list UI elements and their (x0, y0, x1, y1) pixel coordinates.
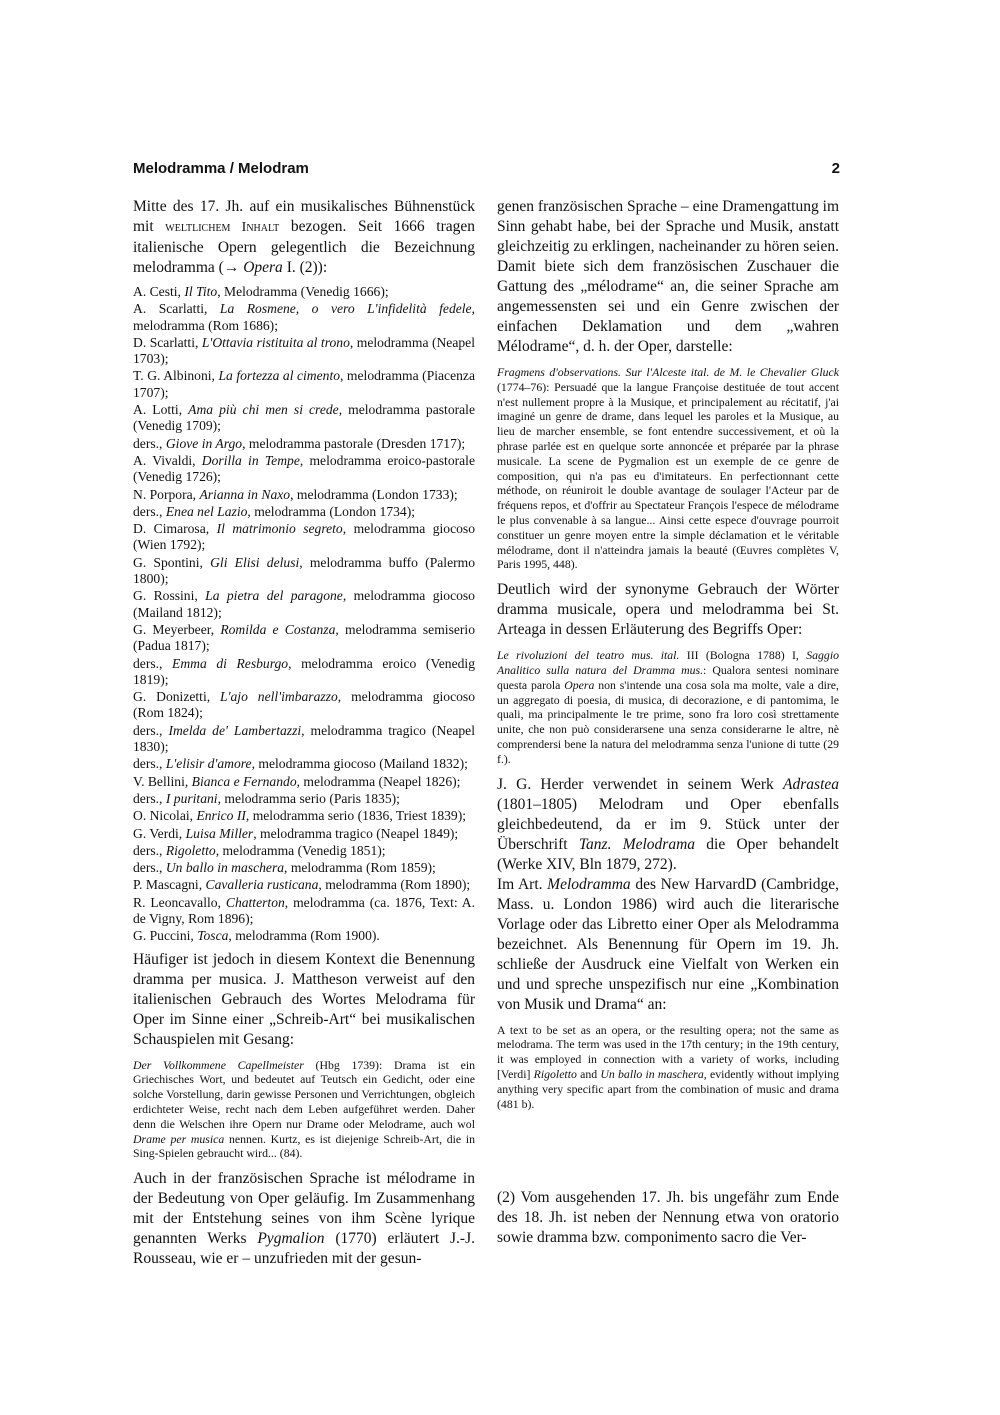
quote-arteaga (497, 648, 839, 766)
opera-title: Arianna in Naxo (199, 486, 291, 502)
composer: ders., (133, 655, 173, 671)
paragraph-mattheson: Häufiger ist jedoch in diesem Kontext die Benennung dramma per musica. J. Mattheson verweist auf den italienischen Gebrauch des Wortes Melodrama für Oper im Sinne einer „Schreib-Art“ bei musikalischen Schauspielen mit Gesang: (133, 950, 475, 1048)
opera-details: , melodramma eroico-pastorale (Venedig 1726); (133, 452, 475, 485)
italic-term: Drame per musica (133, 1131, 225, 1146)
text-run: (Hbg 1739): Drama ist ein Griechisches Wort, und bedeutet auf Teutsch ein Gedicht, oder eine solche Vorstellung, darin gewisse Personen und Verrichtungen, obgleich erdichteter Weise, recht nach dem Leben aufgeführet werden. Daher denn die Welschen ihre Opern nur Drame oder Melodrame, auch wol (133, 1057, 476, 1131)
opera-details: , melodramma (Rom 1686); (133, 301, 475, 333)
small-caps-term: weltlichem Inhalt (165, 220, 280, 235)
opera-list-item (133, 689, 475, 722)
quote-rousseau (497, 365, 839, 572)
opera-details: , melodramma giocoso (Mailand 1812); (133, 588, 475, 620)
opera-list-item (133, 826, 475, 842)
text-run: I. (2)): (282, 259, 328, 276)
opera-details: , melodramma buffo (Palermo 1800); (133, 554, 476, 587)
opera-details: , melodramma (Venedig 1851); (215, 842, 386, 858)
page-number: 2 (831, 160, 840, 177)
opera-list-item (133, 555, 475, 588)
italic-title: Melodramma (547, 875, 631, 893)
opera-title: La pietra del paragone (205, 588, 343, 604)
composer: A. Scarlatti, (133, 301, 220, 317)
text-run: A text to be set as an opera, or the resulting opera; not the same as melodrama. The term was used in the 17th century; in the 19th century, it was employed in connection with a variety of works, including [Verdi] (497, 1022, 839, 1081)
opera-title: Il Tito (184, 284, 218, 299)
opera-list-item (133, 504, 475, 520)
running-header (133, 160, 840, 184)
italic-title: Un ballo in maschera (600, 1066, 704, 1081)
opera-details: , Melodramma (Venedig 1666); (217, 284, 389, 299)
italic-title: Rigoletto (533, 1066, 577, 1081)
text-run: die Oper behandelt (Werke XIV, Bln 1879, 272). (497, 835, 839, 873)
cross-reference: Opera (243, 259, 283, 276)
opera-list-item (133, 791, 475, 807)
paragraph-arteaga: Deutlich wird der synonyme Gebrauch der Wörter dramma musicale, opera und melodramma bei St. Arteaga in dessen Erläuterung des Begriffs Oper: (497, 581, 839, 639)
composer: A. Vivaldi, (133, 452, 202, 468)
opera-title: Il matrimonio segreto (216, 521, 343, 537)
opera-title: La Rosmene, o vero L'infidelità fedele (219, 301, 472, 317)
opera-title: Bianca e Fernando (191, 773, 297, 789)
composer: O. Nicolai, (133, 808, 197, 824)
text-run: Mitte des 17. Jh. auf ein musikalisches Bühnenstück mit (133, 198, 475, 235)
opera-list-item (133, 656, 475, 689)
opera-details: , melodramma tragico (Neapel 1849); (253, 825, 459, 841)
opera-list-item (133, 723, 475, 756)
right-column (497, 197, 839, 1246)
composer: T. G. Albinoni, (133, 368, 219, 384)
composer: R. Leoncavallo, (133, 894, 226, 910)
opera-title: Giove in Argo (165, 435, 243, 451)
text-run: and (576, 1066, 601, 1081)
opera-title: Enea nel Lazio (165, 503, 248, 519)
opera-title: Tosca (197, 928, 229, 944)
quote-harvard (497, 1023, 839, 1112)
paragraph-harvard (497, 875, 839, 1015)
text-run: des New HarvardD (Cambridge, Mass. u. London 1986) wird auch die literarische Vorlage oder das Libretto einer Oper als Melodramma bezeichnet. Als Benennung für Opern im 19. Jh. schließe der Ausdruck eine Vielfalt von Werken ein und und spreche unspezifisch nur eine „Kombination von Musik und Drama“ an: (497, 875, 839, 1013)
opera-details: , melodramma (Neapel 1826); (296, 773, 461, 789)
opera-list-item (133, 521, 475, 554)
opera-details: , melodramma giocoso (Rom 1824); (133, 689, 475, 721)
opera-list-item (133, 301, 475, 334)
paragraph-continuation: genen französischen Sprache – eine Dramengattung im Sinn gehabt habe, bei der Sprache und Musik, anstatt gleichzeitig zu erklingen, nacheinander zu hören seien. Damit biete sich dem französischen Zuschauer die Gattung des „mélodrame“ an, die seiner Sprache am angemessensten sei und ein Genre zwischen der einfachen Deklamation und dem „wahren Mélodrame“, d. h. der Oper, darstelle: (497, 198, 839, 355)
composer: D. Scarlatti, (133, 334, 202, 350)
opera-title: L'ajo nell'imbarazzo (220, 689, 338, 705)
composer: ders., (133, 756, 166, 772)
opera-list-item (133, 895, 475, 928)
opera-title: Luisa Miller (185, 825, 254, 841)
text-run: Im Art. (497, 875, 548, 893)
composer: ders., (133, 435, 166, 451)
opera-list-item (133, 284, 475, 300)
opera-title: Ama più chi men si crede, (188, 402, 343, 418)
composer: P. Mascagni, (133, 877, 206, 893)
opera-details: , melodramma (Rom 1859); (284, 860, 436, 876)
opera-list-item (133, 774, 475, 790)
quote-source-title: Der Vollkommene Capellmeister (133, 1057, 304, 1072)
opera-list-item (133, 843, 475, 859)
opera-title: Rigoletto (165, 842, 216, 858)
opera-details: , melodramma tragico (Neapel 1830); (133, 722, 475, 755)
opera-details: melodramma pastorale (Venedig 1709); (133, 402, 475, 434)
text-run: Auch in der französischen Sprache ist mélodrame in der Bedeutung von Oper geläufig. Im Zusammenhang mit der Entstehung seines von ihm Scène lyrique genannten Werks (133, 1170, 475, 1248)
opera-details: , melodramma eroico (Venedig 1819); (133, 655, 475, 687)
opera-title: Chatterton (225, 894, 285, 910)
paragraph-herder (497, 775, 839, 875)
text-run: III (Bologna 1788) I, (679, 648, 807, 663)
opera-list-item (133, 808, 475, 824)
text-run: : Qualora sentesi nominare questa parola (497, 662, 839, 692)
opera-title: Un ballo in maschera (165, 860, 285, 876)
opera-title: Emma di Resburgo (172, 655, 289, 671)
opera-details: , melodramma serio (1836, Triest 1839); (245, 808, 467, 824)
opera-title: I puritani (165, 790, 218, 806)
composer: N. Porpora, (133, 486, 200, 502)
composer: G. Rossini, (133, 588, 206, 604)
text-run: nennen. Kurtz, es ist diejenige Schreib-Art, die in Sing-Spielen gebraucht wird... (84). (133, 1131, 475, 1161)
opera-list (133, 284, 475, 945)
opera-list-item (133, 335, 475, 368)
composer: G. Donizetti, (133, 689, 221, 705)
opera-list-item (133, 487, 475, 503)
composer: ders., (133, 860, 166, 876)
opera-details: , melodramma (London 1733); (290, 486, 458, 502)
opera-title: L'elisir d'amore (165, 756, 252, 772)
opera-details: , melodramma (Neapel 1703); (133, 334, 475, 367)
text-run: J. G. Herder verwendet in seinem Werk (497, 775, 784, 793)
opera-title: L'Ottavia ristituita al trono (201, 334, 350, 350)
opera-title: Gli Elisi delusi (210, 554, 300, 570)
text-run: , evidently without implying anything very specific apart from the combination of music and drama (481 b). (497, 1066, 839, 1111)
text-run: (1774–76): Persuadé que la langue Françoise destituée de tout accent n'est nullement propre à la Musique, et principalement au récitatif, j'ai imaginé un genre de drame, dans lequel les paroles et la Musique, au lieu de marcher ensemble, se font entendre successivement, et où la phrase parlée est en quelque sorte annoncée et préparée par la phrase musicale. La scene de Pygmalion est un exemple de ce genre de composition, qui n'a pas eu d'imitateurs. En perfectionnant cette méthode, on réuniroit le double avantage de soulager l'Acteur par de fréquens repos, et d'offrir au Spectateur François l'espece de mélodrame le plus convenable à sa langue... Ainsi cette espece d'ouvrage pourroit constituer un genre moyen entre la simple déclamation et le véritable mélodrame, dont il n'atteindra jamais la beauté (Œuvres complètes V, Paris 1995, 448). (497, 379, 839, 572)
italic-title: Tanz. Melodrama (578, 835, 696, 853)
text-run: bezogen. Seit 1666 tragen italienische Opern gelegentlich die Bezeichnung melodramma (→ (133, 218, 475, 276)
opera-details: , melodramma (London 1734); (247, 503, 416, 519)
opera-list-item (133, 436, 475, 452)
italic-title: Pygmalion (257, 1230, 325, 1248)
opera-details: , melodramma giocoso (Wien 1792); (133, 521, 476, 553)
opera-details: , melodramma giocoso (Mailand 1832); (251, 756, 468, 772)
opera-details: , melodramma (Piacenza 1707); (133, 368, 475, 400)
opera-title: Imelda de' Lambertazzi (168, 722, 302, 738)
text-run: non s'intende una cosa sola ma molte, vale a dire, un aggregato di poesia, di musica, di decorazione, e di pantomima, le quali, ma principalmente le tre prime, sono fra loro così strettamente unite, che non può considerarsene una senza considerarne le altre, nè comprendersi bene la natura del melodramma senza l'unione di tutte (29 f.). (497, 677, 839, 766)
opera-title: Enrico II (196, 808, 246, 824)
quote-mattheson (133, 1058, 475, 1162)
opera-details: , melodramma pastorale (Dresden 1717); (242, 435, 466, 451)
opera-list-item (133, 402, 475, 435)
opera-list-item (133, 928, 475, 944)
composer: ders., (133, 790, 166, 806)
left-column (133, 197, 475, 1269)
composer: G. Spontini, (133, 554, 211, 570)
italic-title: Adrastea (783, 775, 839, 793)
opera-title: Cavalleria rusticana (205, 877, 319, 893)
composer: D. Cimarosa, (133, 521, 217, 537)
running-title: Melodramma / Melodram (133, 160, 309, 177)
composer: ders., (133, 503, 166, 519)
opera-title: La fortezza al cimento (218, 368, 341, 384)
composer: ders., (133, 842, 166, 858)
intro-paragraph (133, 197, 475, 278)
opera-title: Dorilla in Tempe (201, 452, 300, 468)
opera-list-item (133, 588, 475, 621)
composer: G. Puccini, (133, 928, 198, 944)
opera-details: , melodramma serio (Paris 1835); (217, 790, 400, 806)
opera-list-item (133, 877, 475, 893)
composer: V. Bellini, (133, 773, 192, 789)
quote-source-title: Le rivoluzioni del teatro mus. ital. (497, 648, 680, 663)
text-run: (1770) erläutert J.-J. Rousseau, wie er – unzufrieden mit der gesun- (133, 1230, 475, 1268)
opera-details: , melodramma (ca. 1876, Text: A. de Vigny, Rom 1896); (133, 894, 475, 926)
quote-source-title: Fragmens d'observations. Sur l'Alceste ital. de M. le Chevalier Gluck (497, 365, 839, 379)
composer: A. Cesti, (133, 284, 185, 299)
composer: G. Verdi, (133, 825, 186, 841)
opera-details: , melodramma semiserio (Padua 1817); (133, 621, 475, 654)
text-run: (1801–1805) Melodram und Oper ebenfalls gleichbedeutend, da er im 9. Stück unter der Überschrift (497, 795, 839, 853)
paragraph-rousseau (133, 1169, 475, 1269)
opera-details: , melodramma (Rom 1890); (318, 877, 471, 893)
opera-details: , melodramma (Rom 1900). (228, 928, 380, 944)
opera-list-item (133, 756, 475, 772)
opera-list-item (133, 622, 475, 655)
opera-list-item (133, 453, 475, 486)
italic-term: Opera (564, 677, 595, 692)
composer: ders., (133, 722, 169, 738)
composer: G. Meyerbeer, (133, 621, 221, 637)
composer: A. Lotti, (133, 402, 189, 418)
opera-list-item (133, 860, 475, 876)
quote-source-title: Saggio Analitico sulla natura del Dramma mus. (497, 648, 839, 677)
opera-title: Romilda e Costanza (220, 621, 336, 637)
section-2-paragraph: (2) Vom ausgehenden 17. Jh. bis ungefähr zum Ende des 18. Jh. ist neben der Nennung etwa von oratorio sowie dramma bzw. componimento sacro die Ver- (497, 1189, 839, 1246)
opera-list-item (133, 368, 475, 401)
